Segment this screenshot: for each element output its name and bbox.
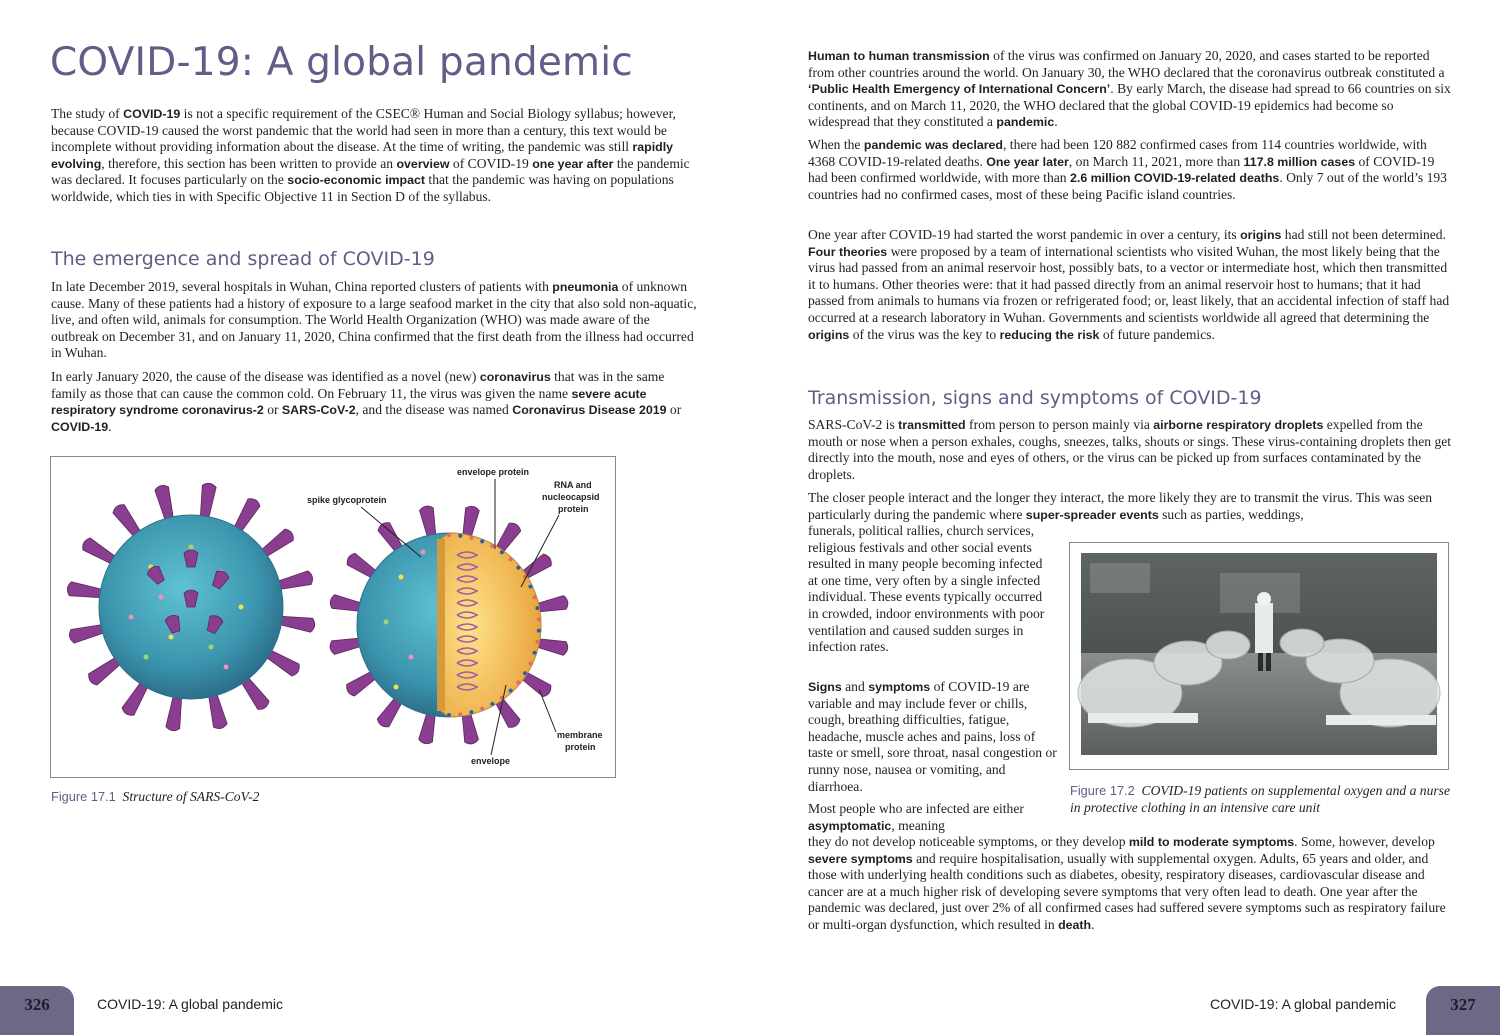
paragraph-infected-narrow: Most people who are infected are either asymptomatic, meaning xyxy=(808,801,1024,833)
figure-17-1-caption-text: Structure of SARS-CoV-2 xyxy=(122,789,260,804)
right-page-number-tab xyxy=(1426,986,1500,1035)
membrane-protein xyxy=(533,651,537,655)
spike-glycoprotein xyxy=(277,616,314,632)
paragraph-emergence-2: In early January 2020, the cause of the disease was identified as a novel (new) coronavirus that was in the same family as those that can cause the common cold. On February 11, the virus was given the name severe acute respiratory syndrome coronavirus-2 or SARS-CoV-2, and the disease was named Coronavirus Disease 2019 or COVID-19. xyxy=(51,369,682,434)
icu-ward-photo xyxy=(1070,543,1448,769)
paragraph-transmission-confirmed: Human to human transmission of the virus was confirmed on January 20, 2020, and cases started to be reported from other countries around the world. On January 30, the WHO declared that the coronavirus outbreak constituted a ‘Public Health Emergency of International Concern’. By early March, the disease had spread to 66 countries on six continents, and on March 11, 2020, the WHO declared that the global COVID-19 epidemics had become so widespread that they constituted a pandemic. xyxy=(808,48,1451,130)
protein-dot xyxy=(394,685,399,690)
paragraph-pandemic-declared: When the pandemic was declared, there had been 120 882 confirmed cases from 114 countries worldwide, with 4368 COVID-19-related deaths. One year later, on March 11, 2021, more than 117.8 million cases of COVID-19 had been confirmed worldwide, with more than 2.6 million COVID-19-related deaths. Only 7 out of the world’s 193 countries had no confirmed cases, most of these being Pacific island countries. xyxy=(808,137,1447,202)
label-envelope-protein: envelope protein xyxy=(457,467,530,477)
label-spike-glycoprotein: spike glycoprotein xyxy=(307,495,387,505)
label-envelope: envelope xyxy=(471,756,511,766)
paragraph-emergence-1: In late December 2019, several hospitals in Wuhan, China reported clusters of patients with pneumonia of unknown cause. Many of these patients had a history of exposure to a large seafood market in the city that also sold non-aquatic, live, and often wild, animals for consumption. The World Health Organization (WHO) was made aware of the outbreak on December 31, and on January 11, 2020, China confirmed that the first death from the illness had occurred in Wuhan. xyxy=(51,279,697,361)
section-heading-emergence: The emergence and spread of COVID-19 xyxy=(51,248,435,270)
membrane-protein xyxy=(516,680,520,684)
membrane-protein xyxy=(458,534,462,538)
membrane-protein xyxy=(537,629,541,633)
label-rna-3: protein xyxy=(558,504,589,514)
protein-dot xyxy=(209,645,214,650)
protein-dot xyxy=(409,655,414,660)
figure-17-1 xyxy=(50,456,616,778)
figure-17-1-label: Figure 17.1 xyxy=(51,789,116,804)
paragraph-super-spreader-rest: funerals, political rallies, church services, religious festivals and other social events resulted in many people becoming infected at one time, very often by a single infected individual. These events typically occurred in crowded, indoor environments with poor ventilation and caused sudden surges in infection rates. xyxy=(808,523,1045,655)
protein-dot xyxy=(421,550,426,555)
intro-paragraph: The study of COVID-19 is not a specific requirement of the CSEC® Human and Social Biology syllabus; however, because COVID-19 caused the worst pandemic that the world had seen in more than a century, this text would be incomplete without providing information about the disease. At the time of writing, the pandemic was still rapidly evolving, therefore, this section has been written to provide an overview of COVID-19 one year after the pandemic was declared. It focuses particularly on the socio-economic impact that the pandemic was having on populations worldwide, which ties in with Specific Objective 11 in Section D of the syllabus. xyxy=(51,106,690,204)
membrane-protein xyxy=(447,533,451,537)
membrane-protein xyxy=(528,661,532,665)
paragraph-infected-wide: they do not develop noticeable symptoms, or they develop mild to moderate symptoms. Some, however, develop severe symptoms and require hospitalisation, usually with supplemental oxygen. Adults, 65 years and older, and those with underlying health conditions such as diabetes, obesity, respiratory diseases, cardiovascular disease and cancer are at a much higher risk of developing severe symptoms that very often lead to death. One year after the pandemic was declared, just over 2% of all confirmed cases had suffered severe symptoms such as respiratory failure or multi-organ dysfunction, which resulted in death. xyxy=(808,834,1446,932)
left-page-number-tab xyxy=(0,986,74,1035)
left-page-number: 326 xyxy=(24,995,50,1014)
membrane-protein xyxy=(447,713,451,717)
membrane-protein xyxy=(469,710,473,714)
virus-core xyxy=(441,533,541,717)
figure-17-2-caption xyxy=(1070,783,1458,816)
section-heading-transmission: Transmission, signs and symptoms of COVID-19 xyxy=(808,387,1262,409)
spike-glycoprotein xyxy=(184,550,198,567)
label-rna-1: RNA and xyxy=(554,480,592,490)
left-running-title: COVID-19: A global pandemic xyxy=(97,996,283,1012)
cutaway-virus-illustration xyxy=(330,506,568,744)
protein-dot xyxy=(169,635,174,640)
protein-dot xyxy=(399,575,404,580)
membrane-protein xyxy=(480,539,484,543)
membrane-protein xyxy=(533,595,537,599)
intact-virus-illustration xyxy=(67,483,314,730)
label-membrane-2: protein xyxy=(565,742,596,752)
membrane-protein xyxy=(523,671,527,675)
paragraph-signs-symptoms: Signs and symptoms of COVID-19 are variable and may include fever or chills, cough, breathing difficulties, fatigue, headache, muscle aches and pains, loss of taste or smell, sore throat, nasal congestion or runny nose, nausea or vomiting, and diarrhoea. xyxy=(808,679,1057,794)
spike-glycoprotein xyxy=(184,590,198,607)
figure-17-2-caption-text: COVID-19 patients on supplemental oxygen and a nurse in protective clothing in an intensive care unit xyxy=(1070,783,1450,815)
paragraph-origins: One year after COVID-19 had started the worst pandemic in over a century, its origins had still not been determined. Four theories were proposed by a team of international scientists who visited Wuhan, the most likely being that the virus had passed from an animal reservoir host, possibly bats, to a vector or intermediate host, which then transmitted it to humans. Other theories were: that it had passed directly from an animal reservoir host to humans; that it had passed from animals to humans via frozen or refrigerated food; or, least likely, that an accidental infection of staff had occurred at a research laboratory in Wuhan. Governments and scientists worldwide all agreed that determining the origins of the virus was the key to reducing the risk of future pandemics. xyxy=(808,227,1450,342)
protein-dot xyxy=(144,655,149,660)
protein-dot xyxy=(239,605,244,610)
protein-dot xyxy=(159,595,164,600)
label-rna-2: nucleocapsid xyxy=(542,492,600,502)
spike-glycoprotein xyxy=(200,483,216,520)
label-membrane-1: membrane xyxy=(557,730,603,740)
protein-dot xyxy=(129,615,134,620)
paragraph-super-spreader-top: The closer people interact and the longer they interact, the more likely they are to transmit the virus. This was seen particularly during the pandemic where super-spreader events such as parties, weddings, xyxy=(808,490,1433,522)
membrane-protein xyxy=(458,712,462,716)
figure-17-2 xyxy=(1069,542,1449,770)
membrane-protein xyxy=(469,536,473,540)
figure-17-2-label: Figure 17.2 xyxy=(1070,783,1135,798)
membrane-protein xyxy=(480,707,484,711)
protein-dot xyxy=(224,665,229,670)
spike-glycoprotein xyxy=(67,582,104,598)
membrane-protein xyxy=(516,566,520,570)
sars-cov-2-structure-diagram xyxy=(51,457,615,777)
figure-17-1-caption xyxy=(51,789,611,806)
paragraph-transmitted: SARS-CoV-2 is transmitted from person to person mainly via airborne respiratory droplets expelled from the mouth or nose when a person exhales, coughs, sneezes, talks, shouts or sings. These virus-containing droplets then get directly into the mouth, nose and eyes of others, or the virus can be picked up from surfaces contaminated by the droplets. xyxy=(808,417,1452,482)
protein-dot xyxy=(384,620,389,625)
membrane-protein xyxy=(490,702,494,706)
spike-glycoprotein xyxy=(166,693,182,730)
membrane-protein xyxy=(509,689,513,693)
membrane-protein xyxy=(490,544,494,548)
right-running-title: COVID-19: A global pandemic xyxy=(1210,996,1396,1012)
protein-dot xyxy=(189,545,194,550)
membrane-protein xyxy=(528,585,532,589)
page-title: COVID-19: A global pandemic xyxy=(50,40,633,85)
membrane-protein xyxy=(537,617,541,621)
membrane-protein xyxy=(500,550,504,554)
membrane-protein xyxy=(535,606,539,610)
membrane-protein xyxy=(535,640,539,644)
membrane-protein xyxy=(509,557,513,561)
right-page-number: 327 xyxy=(1450,995,1476,1014)
